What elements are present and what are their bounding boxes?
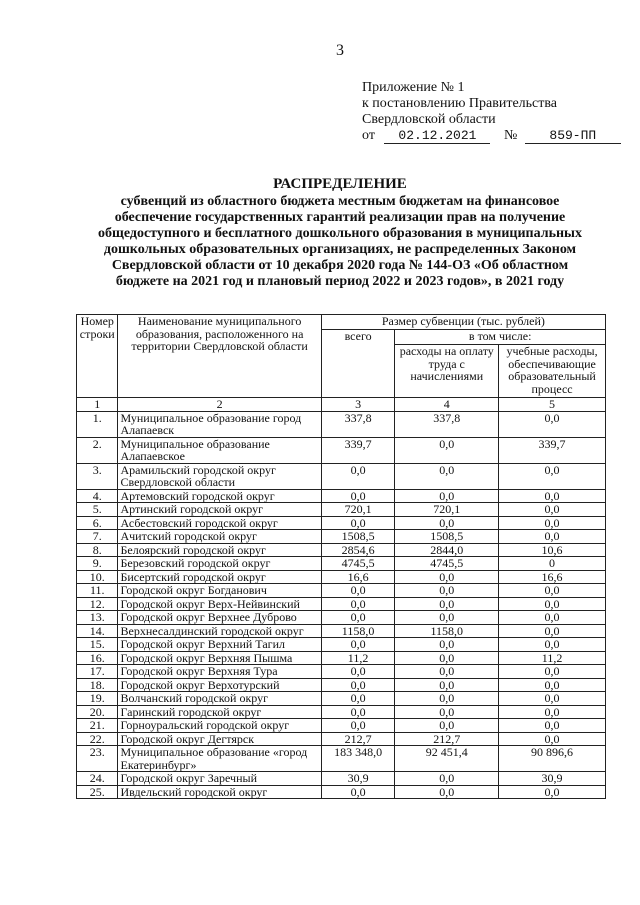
labor-cell: 0,0 [395,437,499,463]
total-cell: 0,0 [321,692,395,706]
row-number-cell: 22. [77,732,118,746]
labor-cell: 0,0 [395,463,499,489]
appendix-reference: к постановлению Правительства [362,96,558,111]
row-number-cell: 13. [77,611,118,625]
total-cell: 0,0 [321,785,395,799]
municipality-cell: Белоярский городской округ [118,543,321,557]
municipality-cell: Городской округ Верхнее Дуброво [118,611,321,625]
table-row [77,611,606,625]
municipality-cell: Городской округ Верхотурский [118,678,321,692]
column-index: 1 [77,398,118,412]
total-cell: 1158,0 [321,624,395,638]
labor-cell: 0,0 [395,638,499,652]
row-number-cell: 5. [77,503,118,517]
document-title [80,176,600,290]
table-row [77,732,606,746]
total-cell: 0,0 [321,705,395,719]
municipality-cell: Волчанский городской округ [118,692,321,706]
labor-cell: 337,8 [395,411,499,437]
municipality-cell: Бисертский городской округ [118,570,321,584]
table-row [77,516,606,530]
labor-cell: 0,0 [395,597,499,611]
edu-cell: 0,0 [499,463,606,489]
municipality-cell: Муниципальное образование «город Екатеринбург» [118,746,321,772]
labor-cell: 720,1 [395,503,499,517]
table-row [77,746,606,772]
edu-cell: 0,0 [499,530,606,544]
table-row [77,557,606,571]
total-cell: 339,7 [321,437,395,463]
total-cell: 0,0 [321,489,395,503]
table-row [77,692,606,706]
edu-cell: 10,6 [499,543,606,557]
table-row [77,503,606,517]
municipality-cell: Артинский городской округ [118,503,321,517]
title-line: бюджете на 2021 год и плановый период 2022 и 2023 годов», в 2021 году [115,274,565,289]
labor-cell: 0,0 [395,719,499,733]
row-number-cell: 18. [77,678,118,692]
edu-cell: 0,0 [499,411,606,437]
row-number-cell: 19. [77,692,118,706]
row-number-cell: 6. [77,516,118,530]
edu-cell: 0,0 [499,665,606,679]
labor-cell: 0,0 [395,772,499,786]
total-cell: 2854,6 [321,543,395,557]
header-subsidy-size: Размер субвенции (тыс. рублей) [321,315,605,330]
labor-cell: 0,0 [395,516,499,530]
appendix-region: Свердловской области [362,112,496,127]
table-body [77,398,606,799]
row-number-cell: 10. [77,570,118,584]
row-number-cell: 4. [77,489,118,503]
row-number-cell: 20. [77,705,118,719]
row-number-cell: 11. [77,584,118,598]
labor-cell: 0,0 [395,705,499,719]
municipality-cell: Муниципальное образование Алапаевское [118,437,321,463]
row-number-cell: 17. [77,665,118,679]
total-cell: 0,0 [321,516,395,530]
date-prefix: от [362,128,375,143]
table-row [77,463,606,489]
edu-cell: 0,0 [499,692,606,706]
table-row [77,411,606,437]
municipality-cell: Ачитский городской округ [118,530,321,544]
labor-cell: 0,0 [395,665,499,679]
column-index: 2 [118,398,321,412]
row-number-cell: 16. [77,651,118,665]
table-row [77,719,606,733]
appendix-title: Приложение № 1 [362,80,465,95]
edu-cell: 16,6 [499,570,606,584]
edu-cell: 0,0 [499,611,606,625]
row-number-cell: 7. [77,530,118,544]
table-row [77,678,606,692]
table-row [77,530,606,544]
labor-cell: 92 451,4 [395,746,499,772]
municipality-cell: Городской округ Верхняя Пышма [118,651,321,665]
edu-cell: 11,2 [499,651,606,665]
row-number-cell: 14. [77,624,118,638]
edu-cell: 0,0 [499,489,606,503]
municipality-cell: Ивдельский городской округ [118,785,321,799]
total-cell: 0,0 [321,719,395,733]
edu-cell: 0 [499,557,606,571]
municipality-cell: Артемовский городской округ [118,489,321,503]
total-cell: 0,0 [321,584,395,598]
header-including: в том числе: [395,330,606,345]
total-cell: 4745,5 [321,557,395,571]
table-row [77,772,606,786]
row-number-cell: 12. [77,597,118,611]
header-total: всего [321,330,395,398]
resolution-date: 02.12.2021 [384,129,490,144]
appendix-block [362,80,621,144]
title-line: дошкольных образовательных организациях, не распределенных Законом [103,242,577,257]
labor-cell: 0,0 [395,570,499,584]
municipality-cell: Городской округ Верх-Нейвинский [118,597,321,611]
edu-cell: 339,7 [499,437,606,463]
edu-cell: 0,0 [499,785,606,799]
table-row [77,651,606,665]
table-row [77,570,606,584]
edu-cell: 90 896,6 [499,746,606,772]
total-cell: 0,0 [321,638,395,652]
labor-cell: 1508,5 [395,530,499,544]
header-row-number: Номер строки [77,315,118,398]
table-row [77,584,606,598]
table-row [77,705,606,719]
labor-cell: 0,0 [395,678,499,692]
total-cell: 11,2 [321,651,395,665]
row-number-cell: 23. [77,746,118,772]
number-prefix: № [503,128,518,143]
total-cell: 30,9 [321,772,395,786]
municipality-cell: Городской округ Верхний Тагил [118,638,321,652]
row-number-cell: 24. [77,772,118,786]
total-cell: 0,0 [321,678,395,692]
edu-cell: 0,0 [499,678,606,692]
column-index: 3 [321,398,395,412]
labor-cell: 0,0 [395,785,499,799]
row-number-cell: 2. [77,437,118,463]
municipality-cell: Городской округ Дегтярск [118,732,321,746]
total-cell: 337,8 [321,411,395,437]
row-number-cell: 25. [77,785,118,799]
municipality-cell: Арамильский городской округ Свердловской области [118,463,321,489]
row-number-cell: 21. [77,719,118,733]
column-index-row [77,398,606,412]
labor-cell: 1158,0 [395,624,499,638]
title-heading: РАСПРЕДЕЛЕНИЕ [273,176,407,192]
table-row [77,638,606,652]
title-line: обеспечение государственных гарантий реализации прав на получение [114,210,566,225]
labor-cell: 0,0 [395,651,499,665]
row-number-cell: 8. [77,543,118,557]
municipality-cell: Муниципальное образование город Алапаевск [118,411,321,437]
municipality-cell: Горноуральский городской округ [118,719,321,733]
total-cell: 183 348,0 [321,746,395,772]
municipality-cell: Верхнесалдинский городской округ [118,624,321,638]
edu-cell: 0,0 [499,584,606,598]
page-number: 3 [336,42,344,59]
title-line: Свердловской области от 10 декабря 2020 года № 144-ОЗ «Об областном [111,258,569,273]
edu-cell: 0,0 [499,719,606,733]
header-edu-costs: учебные расходы, обеспечивающие образовательный процесс [499,345,606,398]
municipality-cell: Городской округ Верхняя Тура [118,665,321,679]
resolution-number: 859-ПП [525,129,621,144]
edu-cell: 0,0 [499,638,606,652]
row-number-cell: 15. [77,638,118,652]
header-municipality: Наименование муниципального образования, расположенного на территории Свердловской области [118,315,321,398]
total-cell: 1508,5 [321,530,395,544]
municipality-cell: Березовский городской округ [118,557,321,571]
labor-cell: 212,7 [395,732,499,746]
edu-cell: 0,0 [499,597,606,611]
edu-cell: 0,0 [499,624,606,638]
table-row [77,665,606,679]
labor-cell: 0,0 [395,584,499,598]
table-row [77,543,606,557]
table-row [77,624,606,638]
column-index: 5 [499,398,606,412]
labor-cell: 2844,0 [395,543,499,557]
labor-cell: 0,0 [395,489,499,503]
row-number-cell: 9. [77,557,118,571]
table-row [77,597,606,611]
table-row [77,785,606,799]
edu-cell: 0,0 [499,516,606,530]
title-line: субвенций из областного бюджета местным бюджетам на финансовое [120,194,560,209]
total-cell: 0,0 [321,597,395,611]
edu-cell: 0,0 [499,732,606,746]
municipality-cell: Городской округ Богданович [118,584,321,598]
column-index: 4 [395,398,499,412]
total-cell: 0,0 [321,665,395,679]
total-cell: 720,1 [321,503,395,517]
labor-cell: 4745,5 [395,557,499,571]
appendix-date-line [362,128,621,144]
subsidy-table [76,314,606,799]
row-number-cell: 3. [77,463,118,489]
header-labor-costs: расходы на оплату труда с начислениями [395,345,499,398]
municipality-cell: Гаринский городской округ [118,705,321,719]
total-cell: 0,0 [321,611,395,625]
edu-cell: 30,9 [499,772,606,786]
total-cell: 16,6 [321,570,395,584]
labor-cell: 0,0 [395,692,499,706]
total-cell: 212,7 [321,732,395,746]
row-number-cell: 1. [77,411,118,437]
municipality-cell: Асбестовский городской округ [118,516,321,530]
edu-cell: 0,0 [499,503,606,517]
table-row [77,489,606,503]
total-cell: 0,0 [321,463,395,489]
table-row [77,437,606,463]
labor-cell: 0,0 [395,611,499,625]
edu-cell: 0,0 [499,705,606,719]
municipality-cell: Городской округ Заречный [118,772,321,786]
title-line: общедоступного и бесплатного дошкольного образования в муниципальных [98,226,582,241]
